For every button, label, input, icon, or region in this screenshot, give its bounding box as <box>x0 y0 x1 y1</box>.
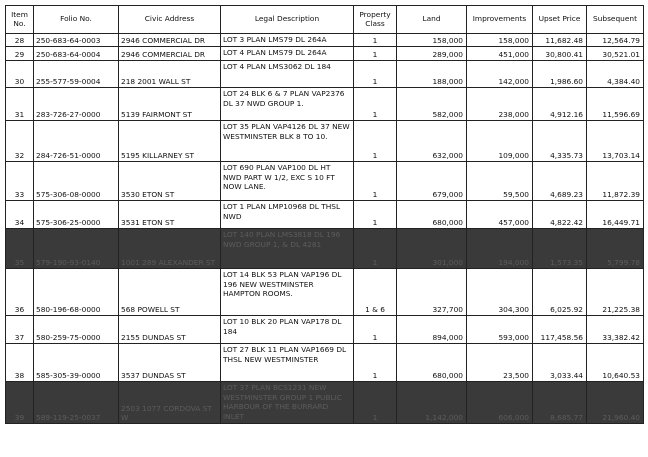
folio-cell: 250-683-64-0003 <box>34 34 119 47</box>
address-cell: 218 2001 WALL ST <box>119 60 221 87</box>
upset-price-cell: 1,573.35 <box>533 228 587 268</box>
column-header: Item No. <box>6 6 34 34</box>
property-class-cell: 1 <box>354 60 397 87</box>
folio-cell: 283-726-27-0000 <box>34 87 119 120</box>
column-header: Legal Description <box>221 6 354 34</box>
land-value-cell: 894,000 <box>397 315 467 343</box>
column-header: Improvements <box>467 6 533 34</box>
property-class-cell: 1 <box>354 120 397 161</box>
legal-description-cell: LOT 27 BLK 11 PLAN VAP1669 DL THSL NEW WESTMINSTER <box>221 343 354 381</box>
table-row <box>6 268 644 315</box>
folio-cell: 575-306-08-0000 <box>34 161 119 200</box>
land-value-cell: 289,000 <box>397 46 467 60</box>
improvements-value-cell: 593,000 <box>467 315 533 343</box>
land-value-cell: 158,000 <box>397 34 467 47</box>
item-number-cell: 39 <box>6 381 34 423</box>
property-class-cell: 1 <box>354 161 397 200</box>
property-class-cell: 1 <box>354 87 397 120</box>
land-value-cell: 301,000 <box>397 228 467 268</box>
improvements-value-cell: 457,000 <box>467 200 533 228</box>
subsequent-cell: 30,521.01 <box>587 46 644 60</box>
property-class-cell: 1 <box>354 34 397 47</box>
address-cell: 2503 1077 CORDOVA ST W <box>119 381 221 423</box>
folio-cell: 284-726-51-0000 <box>34 120 119 161</box>
upset-price-cell: 3,033.44 <box>533 343 587 381</box>
table-row <box>6 161 644 200</box>
column-header: Folio No. <box>34 6 119 34</box>
table-body <box>6 34 644 424</box>
land-value-cell: 327,700 <box>397 268 467 315</box>
subsequent-cell: 16,449.71 <box>587 200 644 228</box>
land-value-cell: 632,000 <box>397 120 467 161</box>
improvements-value-cell: 23,500 <box>467 343 533 381</box>
land-value-cell: 680,000 <box>397 200 467 228</box>
item-number-cell: 38 <box>6 343 34 381</box>
item-number-cell: 29 <box>6 46 34 60</box>
subsequent-cell: 4,384.40 <box>587 60 644 87</box>
property-class-cell: 1 <box>354 381 397 423</box>
upset-price-cell: 11,682.48 <box>533 34 587 47</box>
table-row <box>6 60 644 87</box>
address-cell: 3531 ETON ST <box>119 200 221 228</box>
item-number-cell: 37 <box>6 315 34 343</box>
address-cell: 3530 ETON ST <box>119 161 221 200</box>
property-class-cell: 1 <box>354 228 397 268</box>
legal-description-cell: LOT 140 PLAN LMS3818 DL 196 NWD GROUP 1, & DL 4281 <box>221 228 354 268</box>
address-cell: 5195 KILLARNEY ST <box>119 120 221 161</box>
tax-sale-page <box>5 5 643 424</box>
table-row <box>6 381 644 423</box>
item-number-cell: 30 <box>6 60 34 87</box>
address-cell: 5139 FAIRMONT ST <box>119 87 221 120</box>
folio-cell: 575-306-25-0000 <box>34 200 119 228</box>
property-class-cell: 1 & 6 <box>354 268 397 315</box>
address-cell: 2946 COMMERCIAL DR <box>119 34 221 47</box>
improvements-value-cell: 304,300 <box>467 268 533 315</box>
improvements-value-cell: 59,500 <box>467 161 533 200</box>
upset-price-cell: 30,800.41 <box>533 46 587 60</box>
column-header: Property Class <box>354 6 397 34</box>
improvements-value-cell: 606,000 <box>467 381 533 423</box>
upset-price-cell: 4,912.16 <box>533 87 587 120</box>
folio-cell: 579-190-93-0140 <box>34 228 119 268</box>
subsequent-cell: 21,960.40 <box>587 381 644 423</box>
improvements-value-cell: 142,000 <box>467 60 533 87</box>
upset-price-cell: 117,458.56 <box>533 315 587 343</box>
address-cell: 3537 DUNDAS ST <box>119 343 221 381</box>
subsequent-cell: 33,382.42 <box>587 315 644 343</box>
legal-description-cell: LOT 24 BLK 6 & 7 PLAN VAP2376 DL 37 NWD GROUP 1. <box>221 87 354 120</box>
table-row <box>6 46 644 60</box>
legal-description-cell: LOT 4 PLAN LMS3062 DL 184 <box>221 60 354 87</box>
item-number-cell: 33 <box>6 161 34 200</box>
legal-description-cell: LOT 35 PLAN VAP4126 DL 37 NEW WESTMINSTER BLK 8 TO 10. <box>221 120 354 161</box>
subsequent-cell: 13,703.14 <box>587 120 644 161</box>
item-number-cell: 28 <box>6 34 34 47</box>
column-header: Subsequent <box>587 6 644 34</box>
item-number-cell: 32 <box>6 120 34 161</box>
subsequent-cell: 11,872.39 <box>587 161 644 200</box>
upset-price-cell: 4,335.73 <box>533 120 587 161</box>
address-cell: 568 POWELL ST <box>119 268 221 315</box>
property-class-cell: 1 <box>354 46 397 60</box>
address-cell: 2155 DUNDAS ST <box>119 315 221 343</box>
item-number-cell: 36 <box>6 268 34 315</box>
property-table <box>5 5 644 424</box>
subsequent-cell: 10,640.53 <box>587 343 644 381</box>
upset-price-cell: 4,689.23 <box>533 161 587 200</box>
legal-description-cell: LOT 690 PLAN VAP100 DL HT NWD PART W 1/2, EXC S 10 FT NOW LANE. <box>221 161 354 200</box>
upset-price-cell: 8,685.77 <box>533 381 587 423</box>
column-header: Land <box>397 6 467 34</box>
table-row <box>6 343 644 381</box>
land-value-cell: 679,000 <box>397 161 467 200</box>
improvements-value-cell: 238,000 <box>467 87 533 120</box>
upset-price-cell: 4,822.42 <box>533 200 587 228</box>
item-number-cell: 31 <box>6 87 34 120</box>
table-row <box>6 120 644 161</box>
land-value-cell: 680,000 <box>397 343 467 381</box>
land-value-cell: 1,142,000 <box>397 381 467 423</box>
folio-cell: 250-683-64-0004 <box>34 46 119 60</box>
property-class-cell: 1 <box>354 343 397 381</box>
improvements-value-cell: 158,000 <box>467 34 533 47</box>
improvements-value-cell: 194,000 <box>467 228 533 268</box>
subsequent-cell: 21,225.38 <box>587 268 644 315</box>
column-header: Upset Price <box>533 6 587 34</box>
item-number-cell: 34 <box>6 200 34 228</box>
legal-description-cell: LOT 3 PLAN LMS79 DL 264A <box>221 34 354 47</box>
column-header: Civic Address <box>119 6 221 34</box>
table-row <box>6 228 644 268</box>
land-value-cell: 582,000 <box>397 87 467 120</box>
legal-description-cell: LOT 10 BLK 20 PLAN VAP178 DL 184 <box>221 315 354 343</box>
legal-description-cell: LOT 1 PLAN LMP10968 DL THSL NWD <box>221 200 354 228</box>
table-row <box>6 315 644 343</box>
folio-cell: 580-196-68-0000 <box>34 268 119 315</box>
property-class-cell: 1 <box>354 200 397 228</box>
improvements-value-cell: 109,000 <box>467 120 533 161</box>
subsequent-cell: 12,564.79 <box>587 34 644 47</box>
address-cell: 2946 COMMERCIAL DR <box>119 46 221 60</box>
legal-description-cell: LOT 4 PLAN LMS79 DL 264A <box>221 46 354 60</box>
upset-price-cell: 1,986.60 <box>533 60 587 87</box>
table-row <box>6 34 644 47</box>
subsequent-cell: 11,596.69 <box>587 87 644 120</box>
item-number-cell: 35 <box>6 228 34 268</box>
address-cell: 1001 289 ALEXANDER ST <box>119 228 221 268</box>
land-value-cell: 188,000 <box>397 60 467 87</box>
legal-description-cell: LOT 37 PLAN BCS1231 NEW WESTMINSTER GROUP 1 PUBLIC HARBOUR OF THE BURRARD INLET <box>221 381 354 423</box>
upset-price-cell: 6,025.92 <box>533 268 587 315</box>
legal-description-cell: LOT 14 BLK 53 PLAN VAP196 DL 196 NEW WESTMINSTER HAMPTON ROOMS. <box>221 268 354 315</box>
folio-cell: 589-119-25-0037 <box>34 381 119 423</box>
property-class-cell: 1 <box>354 315 397 343</box>
table-row <box>6 87 644 120</box>
folio-cell: 585-305-39-0000 <box>34 343 119 381</box>
table-row <box>6 200 644 228</box>
folio-cell: 580-259-75-0000 <box>34 315 119 343</box>
folio-cell: 255-577-59-0004 <box>34 60 119 87</box>
improvements-value-cell: 451,000 <box>467 46 533 60</box>
subsequent-cell: 5,799.78 <box>587 228 644 268</box>
header-row <box>6 6 644 34</box>
